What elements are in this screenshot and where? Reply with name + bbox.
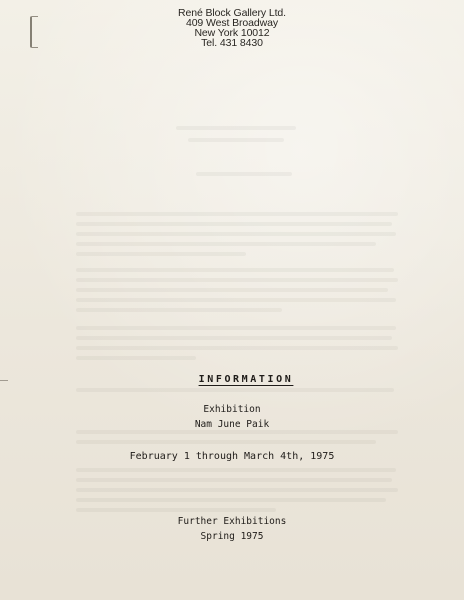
gallery-phone: Tel. 431 8430 bbox=[201, 37, 263, 49]
further-exhibitions-label: Further Exhibitions bbox=[177, 516, 287, 527]
gallery-street: 409 West Broadway bbox=[185, 17, 279, 29]
artist-name: Nam June Paik bbox=[194, 419, 270, 430]
season-label: Spring 1975 bbox=[200, 531, 264, 542]
exhibition-label: Exhibition bbox=[203, 404, 261, 415]
exhibition-dates: February 1 through March 4th, 1975 bbox=[129, 451, 335, 462]
letterhead bbox=[0, 8, 464, 48]
gallery-name: René Block Gallery Ltd. bbox=[177, 7, 286, 19]
gallery-city: New York 10012 bbox=[194, 27, 270, 39]
information-heading: INFORMATION bbox=[198, 374, 294, 385]
